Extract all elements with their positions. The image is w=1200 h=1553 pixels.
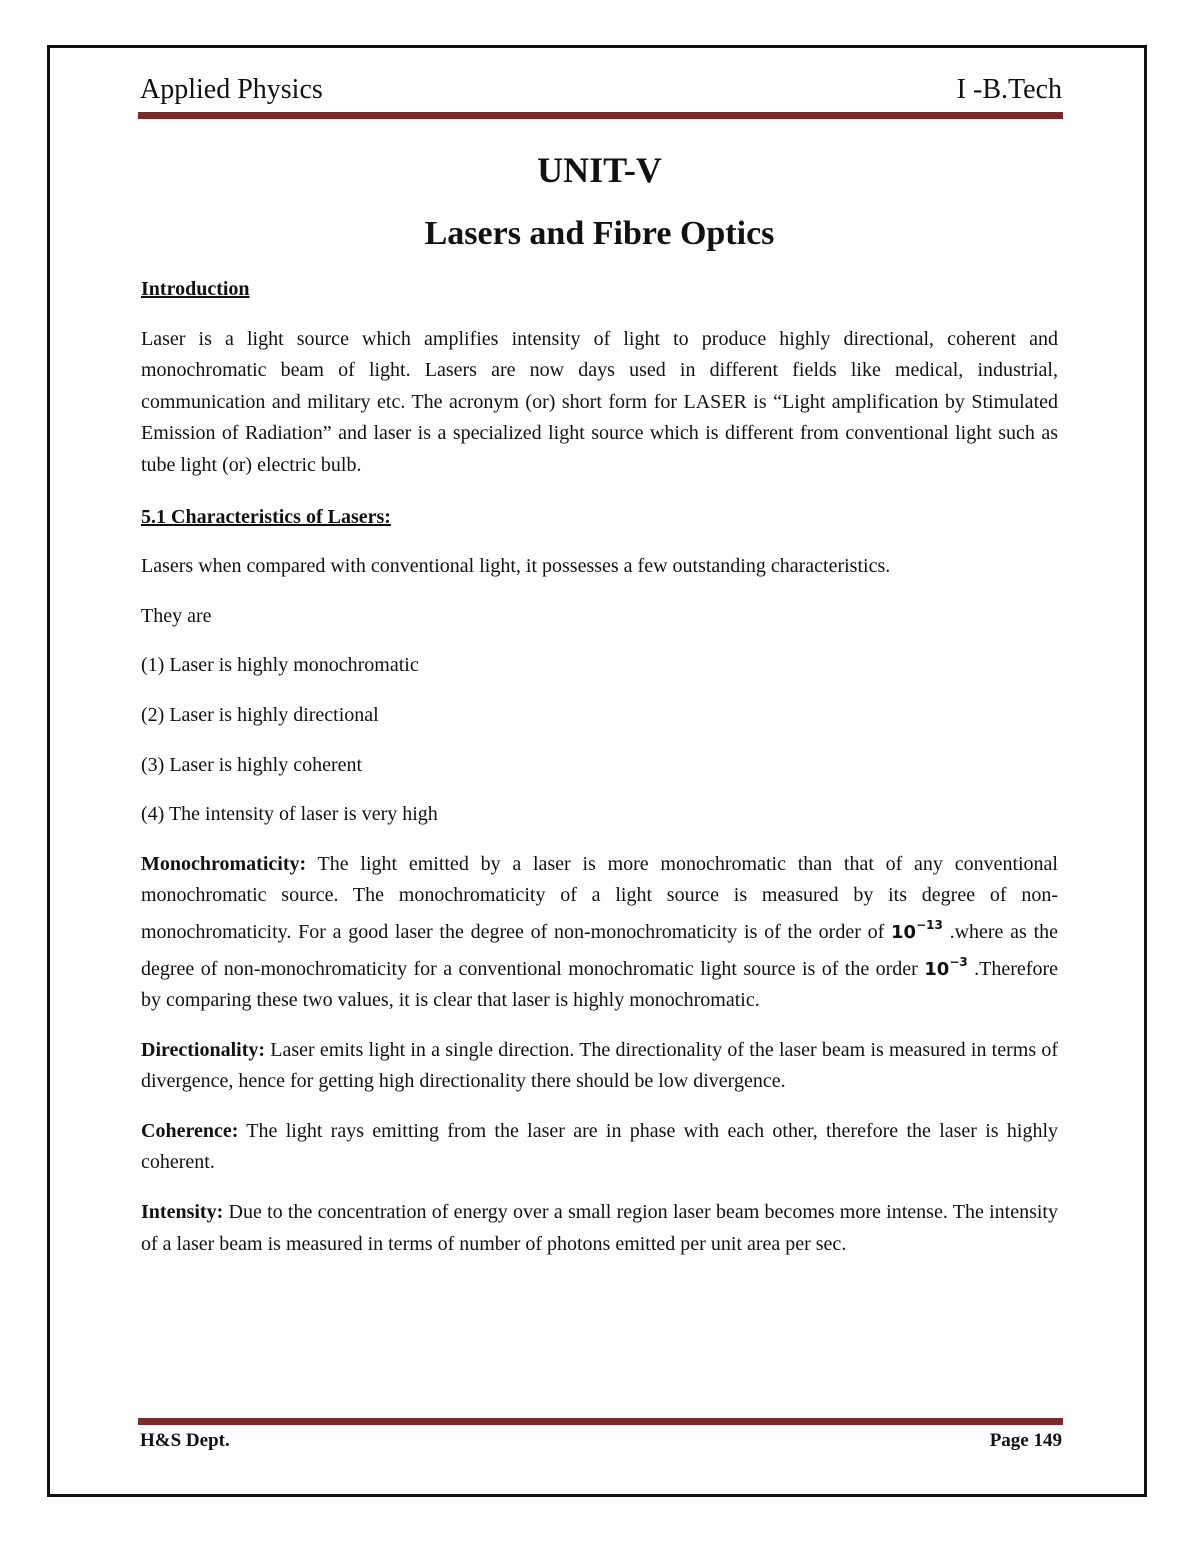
page-number: Page 149 — [989, 1430, 1062, 1451]
intensity-paragraph — [141, 1197, 1058, 1260]
intensity-term: Intensity: — [141, 1201, 224, 1224]
unit-title: UNIT-V — [537, 150, 662, 190]
characteristics-lead: Lasers when compared with conventional light, it possesses a few outstanding characteristics. — [141, 555, 891, 578]
list-item: (1) Laser is highly monochromatic — [141, 654, 419, 677]
exponent-power: −3 — [949, 954, 968, 969]
list-item: (2) Laser is highly directional — [141, 703, 379, 726]
header-rule — [138, 112, 1063, 119]
exponent-laser — [891, 917, 943, 943]
coherence-text: The light rays emitting from the laser are in phase with each other, therefore the laser is highly coherent. — [141, 1119, 1058, 1174]
intro-heading: Introduction — [141, 278, 250, 300]
chapter-title: Lasers and Fibre Optics — [424, 215, 775, 252]
exponent-power: −13 — [916, 917, 943, 932]
directionality-text: Laser emits light in a single direction. The directionality of the laser beam is measured in terms of divergence, hence for getting high directionality there should be low divergence. — [141, 1038, 1058, 1093]
they-are-text: They are — [141, 604, 212, 627]
monochromaticity-text-2: .where as the degree of non-monochromaticity for a conventional monochromatic light source is of the order — [141, 920, 1059, 980]
footer-department: H&S Dept. — [140, 1430, 230, 1451]
coherence-term: Coherence: — [141, 1119, 239, 1142]
monochromaticity-term: Monochromaticity: — [141, 852, 307, 875]
list-item: (3) Laser is highly coherent — [141, 753, 363, 776]
monochromaticity-text-3: .Therefore by comparing these two values, it is clear that laser is highly monochromatic. — [141, 957, 1059, 1012]
exponent-base: 10 — [924, 958, 950, 980]
header-subject: Applied Physics — [140, 74, 323, 105]
coherence-paragraph — [141, 1116, 1058, 1179]
list-item: (4) The intensity of laser is very high — [141, 803, 438, 826]
intensity-text: Due to the concentration of energy over a small region laser beam becomes more intense. The intensity of a laser beam is measured in terms of number of photons emitted per unit area per sec. — [141, 1201, 1058, 1255]
intro-paragraph: Laser is a light source which amplifies intensity of light to produce highly directional, coherent and monochromatic beam of light. Lasers are now days used in different fields like medical, industrial, communication and military etc. The acronym (or) short form for LASER is “Light amplification by Stimulated Emission of Radiation” and laser is a specialized light source which is different from conventional light such as tube light (or) electric bulb. — [141, 327, 1058, 476]
exponent-base: 10 — [891, 921, 917, 943]
monochromaticity-text-1: The light emitted by a laser is more monochromatic than that of any conventional monochromatic source. The monochromaticity of a light source is measured by its degree of non-monochromaticity. For a good laser the degree of non-monochromaticity is of the order of — [141, 852, 1058, 943]
exponent-conventional — [924, 954, 968, 980]
page-content — [141, 148, 1058, 1260]
monochromaticity-paragraph — [141, 849, 1058, 1017]
footer-rule — [138, 1418, 1063, 1425]
directionality-term: Directionality: — [141, 1038, 266, 1061]
header-course: I -B.Tech — [956, 74, 1062, 105]
page-header — [140, 74, 1062, 108]
directionality-paragraph — [141, 1035, 1058, 1098]
characteristics-heading: 5.1 Characteristics of Lasers: — [141, 505, 391, 528]
